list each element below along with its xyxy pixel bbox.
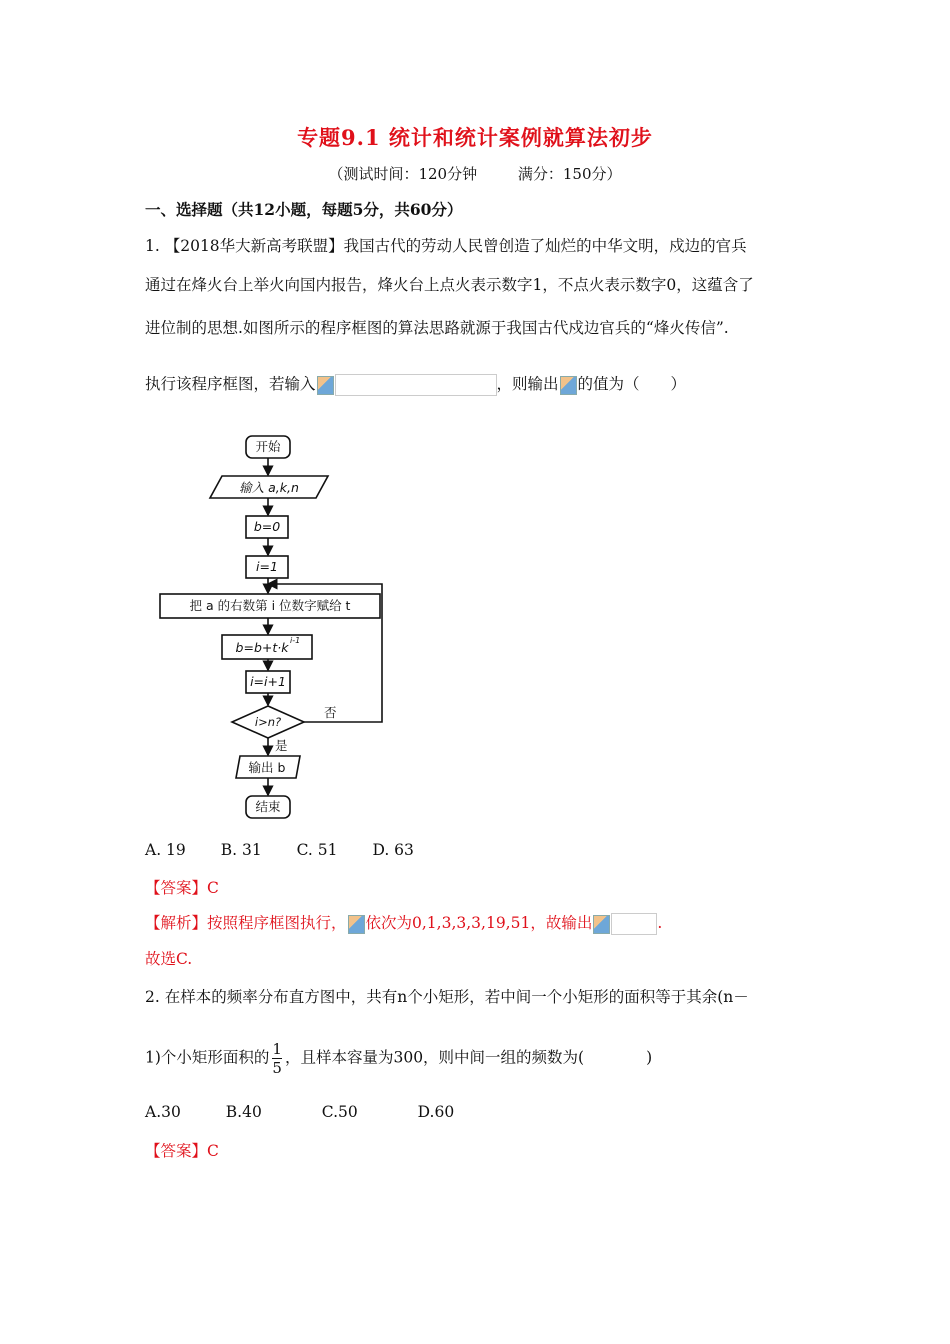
q1-analysis [145, 911, 662, 935]
q1-conclusion: 故选C. [145, 950, 193, 968]
fraction-numerator: 1 [272, 1040, 282, 1058]
q2-choices [145, 1103, 484, 1121]
start-label: 开始 [255, 439, 281, 454]
broken-image-icon [593, 915, 610, 934]
choice-c: C. 51 [296, 841, 338, 859]
analysis-text-b: 依次为0,1,3,3,3,19,51，故输出 [365, 914, 593, 932]
fraction-denominator: 5 [272, 1059, 282, 1077]
choice-b: B.40 [225, 1103, 262, 1121]
inc-label: i=i+1 [250, 674, 286, 689]
q1-line3: 进位制的思想.如图所示的程序框图的算法思路就源于我国古代戍边官兵的“烽火传信”. [145, 319, 729, 337]
broken-image-icon [348, 915, 365, 934]
section-heading: 一、选择题（共12小题，每题5分，共60分） [145, 200, 463, 219]
q1-line4-text-c: 的值为（ ） [577, 375, 687, 393]
q1-line4-text-b: ，则输出 [496, 375, 559, 393]
q1-line1: 1. 【2018华大新高考联盟】我国古代的劳动人民曾创造了灿烂的中华文明，戍边的官兵 [145, 237, 747, 255]
i-init-label: i=1 [256, 559, 278, 574]
page-subtitle [0, 163, 950, 184]
analysis-text-a: 【解析】按照程序框图执行， [145, 914, 347, 932]
fraction [272, 1040, 282, 1077]
q1-line2: 通过在烽火台上举火向国内报告，烽火台上点火表示数字1，不点火表示数字0，这蕴含了 [145, 276, 754, 294]
b-init-label: b=0 [253, 519, 281, 534]
q1-choices [145, 841, 444, 859]
q2-answer: 【答案】C [145, 1142, 219, 1160]
formula-placeholder [335, 374, 497, 396]
test-time: （测试时间：120分钟 [328, 165, 478, 183]
q1-answer: 【答案】C [145, 879, 219, 897]
choice-a: A.30 [145, 1103, 181, 1121]
no-label: 否 [324, 705, 337, 720]
update-label: b=b+t·k [235, 640, 289, 655]
q2-line2 [145, 1040, 652, 1077]
yes-label: 是 [275, 738, 288, 753]
q1-line4-text-a: 执行该程序框图，若输入 [145, 375, 316, 393]
update-exponent: i-1 [290, 636, 301, 645]
q2-line1: 2. 在样本的频率分布直方图中，共有n个小矩形，若中间一个小矩形的面积等于其余(n－ [145, 988, 749, 1006]
broken-image-icon [560, 376, 577, 395]
choice-b: B. 31 [220, 841, 262, 859]
choice-d: D.60 [417, 1103, 455, 1121]
cond-label: i>n? [254, 715, 282, 729]
broken-image-icon [317, 376, 334, 395]
q1-line4 [145, 372, 686, 396]
choice-a: A. 19 [145, 841, 186, 859]
q2-text-a: 1)个小矩形面积的 [145, 1048, 270, 1067]
page-title: 专题9.1 统计和统计案例就算法初步 [297, 125, 653, 150]
full-score: 满分：150分） [517, 165, 622, 183]
choice-c: C.50 [321, 1103, 358, 1121]
q2-text-b: ，且样本容量为300，则中间一组的频数为( ) [284, 1048, 653, 1067]
formula-placeholder [611, 913, 657, 935]
flowchart [150, 428, 430, 828]
output-label: 输出 b [248, 760, 286, 775]
assign-label: 把 a 的右数第 i 位数字赋给 t [189, 598, 351, 613]
input-label: 输入 a,k,n [239, 480, 299, 495]
analysis-text-c: . [657, 914, 663, 932]
choice-d: D. 63 [372, 841, 414, 859]
end-label: 结束 [255, 799, 281, 814]
